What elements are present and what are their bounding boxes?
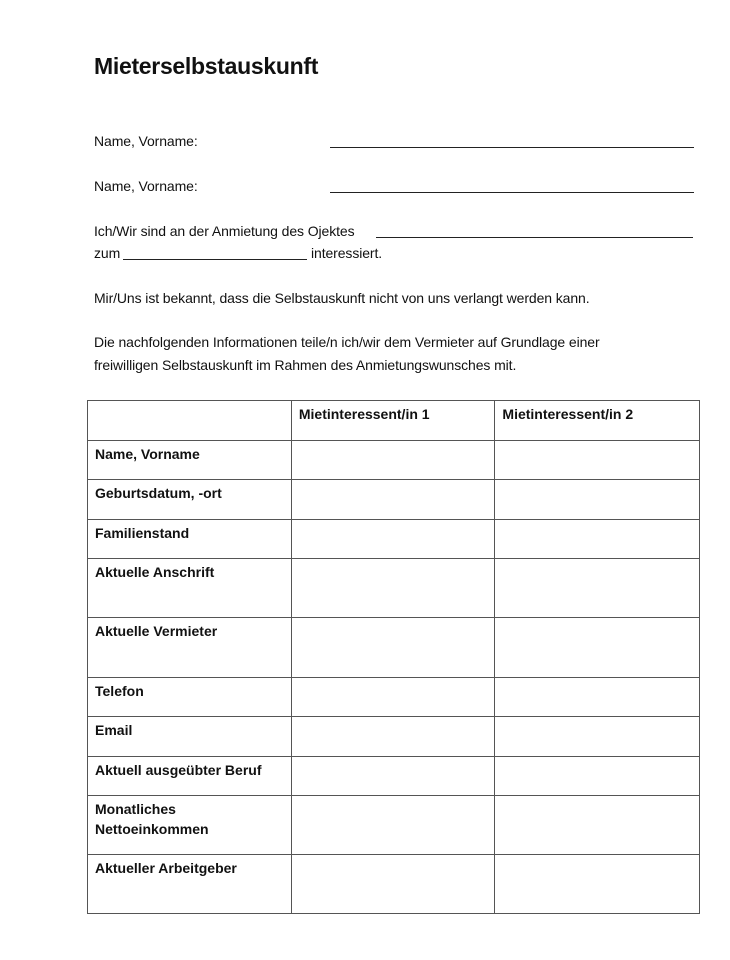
cell-tenant1[interactable] [291,717,495,757]
header-empty [88,401,292,441]
cell-tenant1[interactable] [291,855,495,914]
cell-tenant1[interactable] [291,559,495,618]
row-label: Aktuell ausgeübter Beruf [88,757,292,796]
page-title: Mieterselbstauskunft [94,53,319,79]
row-label: Geburtsdatum, -ort [88,480,292,520]
date-input-line[interactable] [123,259,307,260]
cell-tenant2[interactable] [495,618,700,678]
cell-tenant1[interactable] [291,480,495,520]
table-header-row [88,401,700,441]
table-row [88,559,700,618]
cell-tenant2[interactable] [495,678,700,717]
notice-text: Mir/Uns ist bekannt, dass die Selbstauskunft nicht von uns verlangt werden kann. [94,290,590,306]
table-row [88,855,700,914]
info-table [87,400,700,914]
info-text-line1: Die nachfolgenden Informationen teile/n ich/wir dem Vermieter auf Grundlage einer [94,334,600,350]
row-label: Familienstand [88,520,292,559]
cell-tenant2[interactable] [495,757,700,796]
row-label: Email [88,717,292,757]
date-prefix: zum [94,245,121,261]
name1-input-line[interactable] [330,147,694,148]
table-row [88,796,700,855]
row-label: Aktuelle Vermieter [88,618,292,678]
cell-tenant1[interactable] [291,618,495,678]
cell-tenant2[interactable] [495,717,700,757]
object-input-line[interactable] [376,237,693,238]
name2-input-line[interactable] [330,192,694,193]
cell-tenant2[interactable] [495,855,700,914]
cell-tenant1[interactable] [291,678,495,717]
row-label: Aktueller Arbeitgeber [88,855,292,914]
row-label: Name, Vorname [88,441,292,480]
cell-tenant1[interactable] [291,757,495,796]
table-row [88,520,700,559]
cell-tenant2[interactable] [495,480,700,520]
cell-tenant2[interactable] [495,520,700,559]
table-row [88,480,700,520]
table-row [88,757,700,796]
table-row [88,618,700,678]
name1-label: Name, Vorname: [94,133,198,149]
header-tenant1: Mietinteressent/in 1 [291,401,495,441]
table-row [88,441,700,480]
cell-tenant2[interactable] [495,796,700,855]
date-suffix: interessiert. [311,245,383,261]
cell-tenant2[interactable] [495,441,700,480]
table-row [88,678,700,717]
cell-tenant1[interactable] [291,796,495,855]
cell-tenant1[interactable] [291,520,495,559]
row-label: Aktuelle Anschrift [88,559,292,618]
cell-tenant2[interactable] [495,559,700,618]
table-row [88,717,700,757]
row-label: Monatliches Nettoeinkommen [88,796,292,855]
row-label: Telefon [88,678,292,717]
name2-label: Name, Vorname: [94,178,198,194]
info-text-line2: freiwilligen Selbstauskunft im Rahmen des Anmietungswunsches mit. [94,357,517,373]
object-prefix: Ich/Wir sind an der Anmietung des Ojektes [94,223,355,239]
cell-tenant1[interactable] [291,441,495,480]
header-tenant2: Mietinteressent/in 2 [495,401,700,441]
